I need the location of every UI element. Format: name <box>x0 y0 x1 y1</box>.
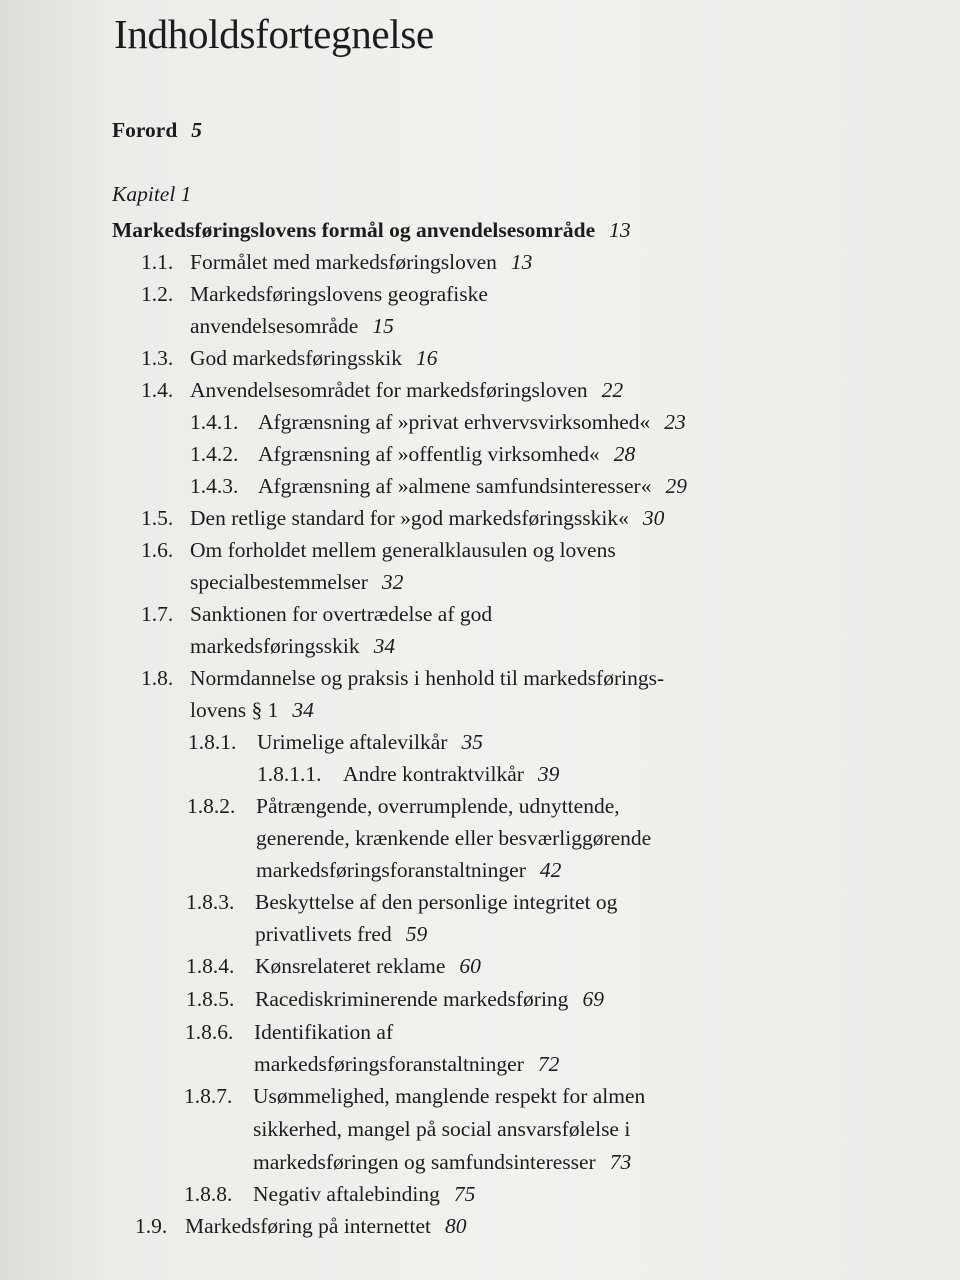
toc-entry-1-8-1-1[interactable] <box>257 758 322 790</box>
entry-label: markedsføringsforanstaltninger <box>256 858 526 882</box>
toc-entry-1-8-6-text[interactable] <box>254 1016 393 1048</box>
section-number: 1.2. <box>141 282 174 306</box>
toc-entry-1-8[interactable] <box>141 662 173 694</box>
page-number: 29 <box>665 474 687 498</box>
toc-entry-1-5-text[interactable] <box>190 502 664 534</box>
entry-label: Andre kontraktvilkår <box>343 762 524 786</box>
toc-entry-1-8-2[interactable] <box>187 790 235 822</box>
toc-entry-1-8-1-1-text[interactable] <box>343 758 559 790</box>
entry-label: sikkerhed, mangel på social ansvarsfølelse i <box>253 1117 631 1141</box>
section-number: 1.8.1. <box>188 730 237 754</box>
page-number: 13 <box>510 250 533 274</box>
section-number: 1.5. <box>141 506 174 530</box>
toc-entry-1-7-text[interactable] <box>190 598 492 630</box>
toc-entry-1-8-2-text[interactable] <box>256 790 620 822</box>
page-number: 73 <box>609 1150 632 1174</box>
toc-entry-1-8-7[interactable] <box>184 1080 232 1112</box>
toc-entry-1-8-text-cont[interactable] <box>190 694 314 726</box>
toc-entry-1-4-2-text[interactable] <box>258 438 635 470</box>
toc-entry-1-7-text-cont[interactable] <box>190 630 395 662</box>
toc-entry-1-8-3-text[interactable] <box>255 886 617 918</box>
page-number: 60 <box>459 954 481 978</box>
entry-label: Påtrængende, overrumplende, udnyttende, <box>256 794 620 818</box>
toc-entry-1-7[interactable] <box>141 598 173 630</box>
page-number: 39 <box>537 762 560 786</box>
toc-entry-1-8-7-text[interactable] <box>253 1080 645 1112</box>
section-number: 1.8.3. <box>186 890 235 914</box>
toc-entry-1-8-text[interactable] <box>190 662 664 694</box>
toc-entry-1-2-text-cont[interactable] <box>190 310 394 342</box>
entry-label: Beskyttelse af den personlige integritet og <box>255 890 618 914</box>
toc-entry-1-1-text[interactable] <box>190 246 532 278</box>
section-number: 1.8. <box>141 666 174 690</box>
toc-entry-1-4-3[interactable] <box>190 470 238 502</box>
toc-entry-1-8-4[interactable] <box>186 950 234 982</box>
section-number: 1.8.8. <box>184 1182 233 1206</box>
section-number: 1.8.6. <box>185 1020 234 1044</box>
toc-entry-1-8-6-text-cont[interactable] <box>254 1048 559 1080</box>
section-number: 1.8.2. <box>187 794 236 818</box>
entry-label: lovens § 1 <box>190 698 279 722</box>
page-number: 35 <box>461 730 483 754</box>
entry-label: Formålet med markedsføringsloven <box>190 250 497 274</box>
section-number: 1.4.2. <box>190 442 239 466</box>
entry-label: markedsføringsskik <box>190 634 360 658</box>
toc-entry-1-1[interactable] <box>141 246 173 278</box>
chapter-label: Kapitel 1 <box>112 182 192 206</box>
page-number: 23 <box>664 410 686 434</box>
page-number: 5 <box>191 118 203 142</box>
page-number: 80 <box>444 1214 467 1238</box>
toc-entry-1-9-text[interactable] <box>185 1210 466 1242</box>
toc-entry-1-8-5-text[interactable] <box>255 983 604 1015</box>
entry-label: Markedsføringslovens geografiske <box>190 282 488 306</box>
toc-entry-1-8-3[interactable] <box>186 886 234 918</box>
section-number: 1.8.5. <box>186 987 235 1011</box>
toc-entry-1-4-1-text[interactable] <box>258 406 686 438</box>
entry-label: privatlivets fred <box>255 922 392 946</box>
toc-entry-chapter-title[interactable] <box>112 214 631 246</box>
toc-entry-1-8-7-text-cont2[interactable] <box>253 1146 631 1178</box>
entry-label: Afgrænsning af »almene samfundsinteresser« <box>258 474 652 498</box>
section-number: 1.9. <box>135 1214 168 1238</box>
entry-label: generende, krænkende eller besværliggørende <box>256 826 652 850</box>
toc-entry-1-8-3-text-cont[interactable] <box>255 918 427 950</box>
entry-label: Identifikation af <box>254 1020 394 1044</box>
toc-entry-1-8-5[interactable] <box>186 983 234 1015</box>
section-number: 1.8.4. <box>186 954 235 978</box>
section-number: 1.4.1. <box>190 410 239 434</box>
toc-entry-1-6-text-cont[interactable] <box>190 566 403 598</box>
page-number: 34 <box>373 634 396 658</box>
page-number: 32 <box>381 570 404 594</box>
entry-label: Forord <box>112 118 178 142</box>
entry-label: Kønsrelateret reklame <box>255 954 446 978</box>
section-number: 1.4. <box>141 378 174 402</box>
page-number: 30 <box>642 506 665 530</box>
page-number: 13 <box>609 218 631 242</box>
toc-entry-1-3-text[interactable] <box>190 342 438 374</box>
entry-label: Den retlige standard for »god markedsføringsskik« <box>190 506 629 530</box>
toc-entry-1-8-1-text[interactable] <box>257 726 483 758</box>
toc-entry-1-2-text[interactable] <box>190 278 488 310</box>
entry-label: markedsføringsforanstaltninger <box>254 1052 524 1076</box>
entry-label: Urimelige aftalevilkår <box>257 730 448 754</box>
entry-label: Afgrænsning af »privat erhvervsvirksomhed« <box>258 410 651 434</box>
page-number: 72 <box>537 1052 560 1076</box>
section-number: 1.8.1.1. <box>257 762 322 786</box>
section-number: 1.7. <box>141 602 174 626</box>
toc-entry-1-5[interactable] <box>141 502 173 534</box>
entry-label: Sanktionen for overtrædelse af god <box>190 602 493 626</box>
entry-label: markedsføringen og samfundsinteresser <box>253 1150 596 1174</box>
page-number: 69 <box>582 987 604 1011</box>
toc-entry-1-4-3-text[interactable] <box>258 470 687 502</box>
toc-entry-1-8-6[interactable] <box>185 1016 233 1048</box>
page-title: Indholdsfortegnelse <box>114 11 434 57</box>
toc-entry-1-6[interactable] <box>141 534 173 566</box>
section-number: 1.8.7. <box>184 1084 233 1108</box>
toc-entry-1-3[interactable] <box>141 342 173 374</box>
section-number: 1.4.3. <box>190 474 239 498</box>
toc-entry-1-8-4-text[interactable] <box>255 950 481 982</box>
toc-entry-1-8-2-text-cont[interactable] <box>256 822 651 854</box>
toc-entry-1-2[interactable] <box>141 278 173 310</box>
toc-entry-1-8-7-text-cont[interactable] <box>253 1113 630 1145</box>
toc-entry-1-9[interactable] <box>135 1210 167 1242</box>
toc-entry-1-8-1[interactable] <box>188 726 236 758</box>
entry-label: Normdannelse og praksis i henhold til markedsførings- <box>190 666 665 690</box>
toc-entry-1-4-2[interactable] <box>190 438 238 470</box>
section-number: 1.3. <box>141 346 174 370</box>
page-number: 34 <box>292 698 314 722</box>
toc-entry-1-4-1[interactable] <box>190 406 238 438</box>
entry-label: Markedsføringslovens formål og anvendelsesområde <box>112 218 596 242</box>
section-number: 1.1. <box>141 250 174 274</box>
entry-label: anvendelsesområde <box>190 314 359 338</box>
entry-label: Afgrænsning af »offentlig virksomhed« <box>258 442 600 466</box>
page-number: 42 <box>539 858 562 882</box>
page-number: 59 <box>405 922 428 946</box>
entry-label: Negativ aftalebinding <box>253 1182 440 1206</box>
toc-entry-1-8-2-text-cont2[interactable] <box>256 854 561 886</box>
toc-entry-1-4[interactable] <box>141 374 173 406</box>
entry-label: Markedsføring på internettet <box>185 1214 431 1238</box>
page-number: 22 <box>601 378 624 402</box>
toc-entry-1-8-8-text[interactable] <box>253 1178 475 1210</box>
page-number: 15 <box>372 314 394 338</box>
entry-label: Racediskriminerende markedsføring <box>255 987 569 1011</box>
entry-label: Om forholdet mellem generalklausulen og lovens <box>190 538 616 562</box>
entry-label: Usømmelighed, manglende respekt for almen <box>253 1084 646 1108</box>
page-number: 75 <box>453 1182 476 1206</box>
toc-entry-1-6-text[interactable] <box>190 534 616 566</box>
section-number: 1.6. <box>141 538 174 562</box>
toc-entry-forord[interactable] <box>112 114 202 146</box>
page-number: 28 <box>613 442 636 466</box>
toc-entry-1-8-8[interactable] <box>184 1178 232 1210</box>
toc-entry-1-4-text[interactable] <box>190 374 623 406</box>
entry-label: specialbestemmelser <box>190 570 368 594</box>
entry-label: God markedsføringsskik <box>190 346 402 370</box>
entry-label: Anvendelsesområdet for markedsføringsloven <box>190 378 588 402</box>
page-number: 16 <box>416 346 438 370</box>
